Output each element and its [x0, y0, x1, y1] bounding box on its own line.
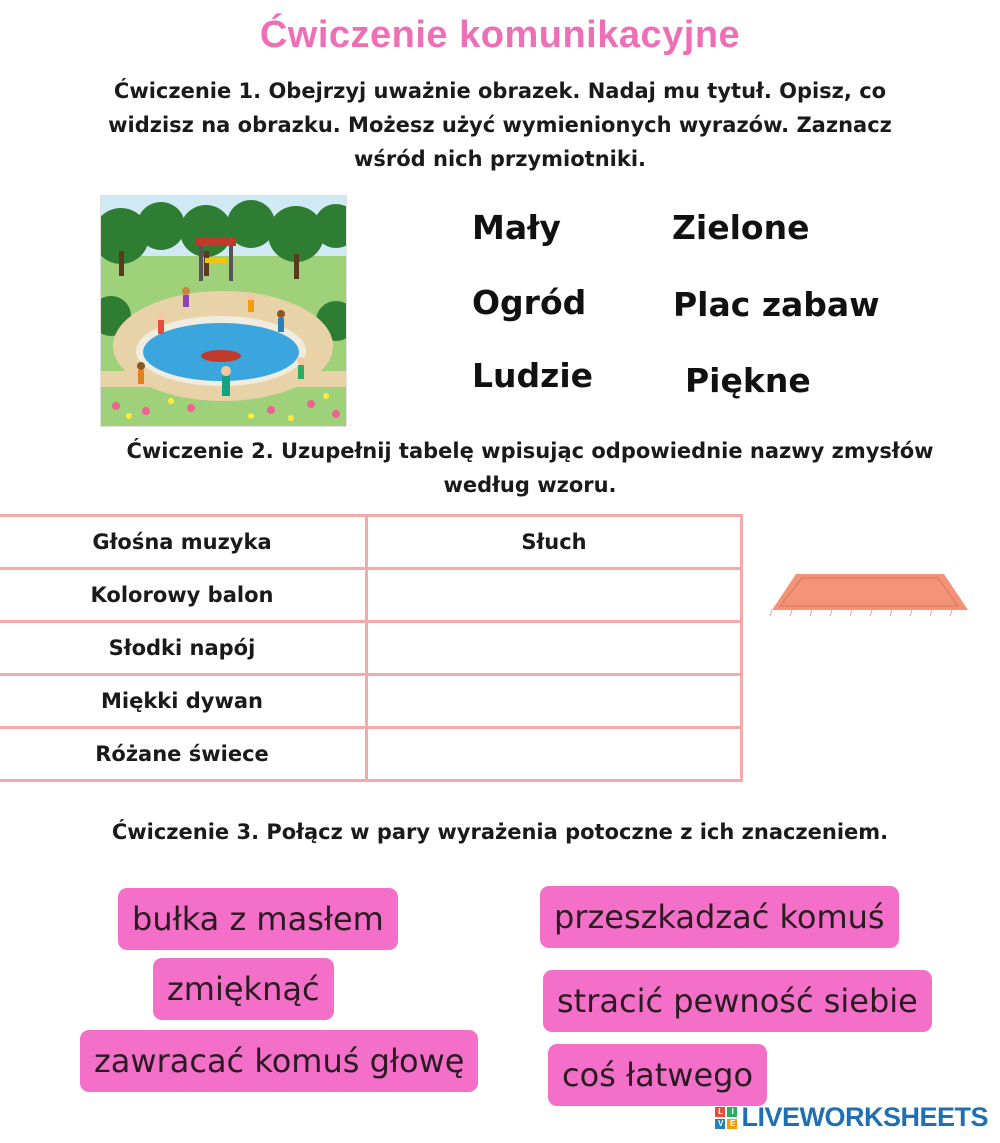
answer-input[interactable]	[367, 622, 742, 675]
word-maly[interactable]: Mały	[472, 208, 561, 247]
meaning-chip[interactable]: coś łatwego	[548, 1044, 767, 1106]
answer-input[interactable]	[367, 728, 742, 781]
rug-drawing	[768, 570, 972, 618]
rug-image	[768, 570, 972, 618]
table-cell-item: Słodki napój	[0, 622, 367, 675]
word-ludzie[interactable]: Ludzie	[472, 356, 594, 395]
brand-icon: L I V E	[715, 1107, 737, 1129]
park-image	[101, 196, 346, 426]
word-zielone[interactable]: Zielone	[672, 208, 810, 247]
table-cell-item: Różane świece	[0, 728, 367, 781]
table-row	[0, 622, 742, 675]
senses-table	[0, 514, 743, 782]
meaning-chip[interactable]: przeszkadzać komuś	[540, 886, 899, 948]
expression-chip[interactable]: zawracać komuś głowę	[80, 1030, 478, 1092]
table-row	[0, 516, 742, 569]
brand-name: LIVEWORKSHEETS	[741, 1102, 988, 1132]
exercise-3-instruction: Ćwiczenie 3. Połącz w pary wyrażenia potoczne z ich znaczeniem.	[111, 820, 889, 844]
table-row	[0, 675, 742, 728]
table-row	[0, 569, 742, 622]
word-ogrod[interactable]: Ogród	[472, 283, 587, 322]
liveworksheets-logo	[715, 1102, 988, 1133]
word-plac-zabaw[interactable]: Plac zabaw	[673, 285, 880, 324]
answer-input[interactable]	[367, 569, 742, 622]
meaning-chip[interactable]: stracić pewność siebie	[543, 970, 932, 1032]
word-piekne[interactable]: Piękne	[685, 361, 811, 400]
exercise-1-instruction: Ćwiczenie 1. Obejrzyj uważnie obrazek. Nadaj mu tytuł. Opisz, co widzisz na obrazku. Możesz użyć wymienionych wyrazów. Zaznacz wśród nich przymiotniki.	[108, 79, 892, 171]
expression-chip[interactable]: bułka z masłem	[118, 888, 398, 950]
table-row	[0, 728, 742, 781]
exercise-2-instruction: Ćwiczenie 2. Uzupełnij tabelę wpisując odpowiednie nazwy zmysłów według wzoru.	[126, 439, 934, 497]
table-cell-answer: Słuch	[367, 516, 742, 569]
park-illustration	[100, 195, 347, 427]
answer-input[interactable]	[367, 675, 742, 728]
table-cell-item: Miękki dywan	[0, 675, 367, 728]
table-cell-item: Kolorowy balon	[0, 569, 367, 622]
page-title: Ćwiczenie komunikacyjne	[259, 14, 741, 56]
table-cell-item: Głośna muzyka	[0, 516, 367, 569]
expression-chip[interactable]: zmięknąć	[153, 958, 334, 1020]
